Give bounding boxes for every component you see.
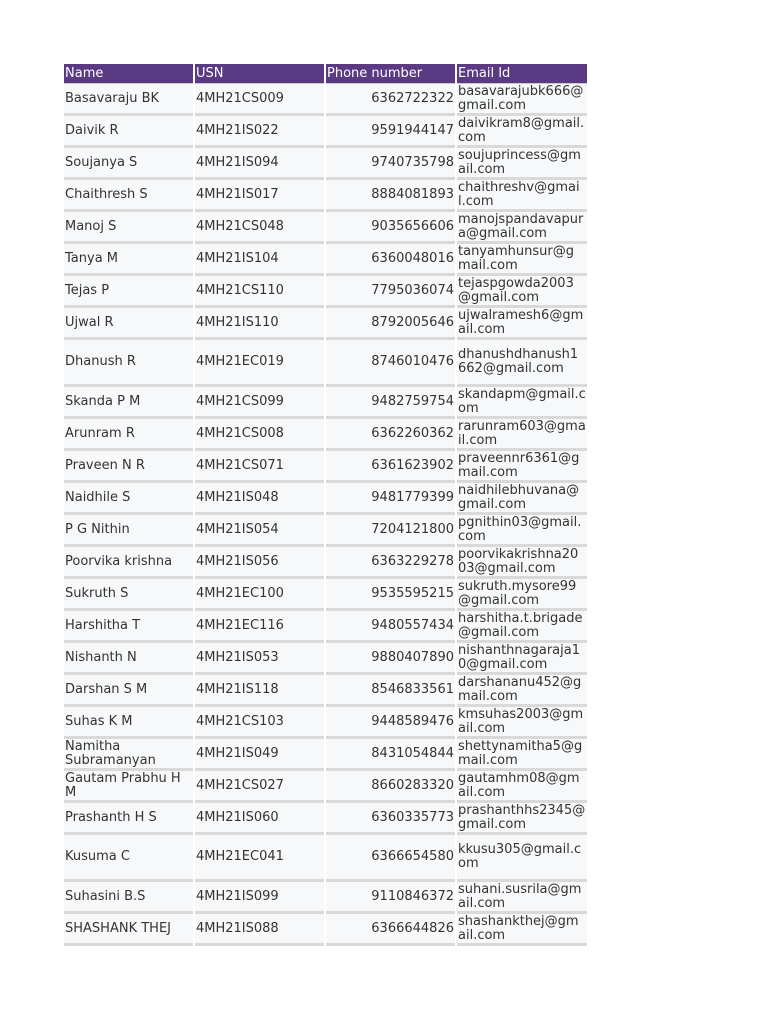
cell-name: Tanya M — [64, 244, 193, 276]
cell-name: Nishanth N — [64, 643, 193, 675]
cell-name: Darshan S M — [64, 675, 193, 707]
cell-email: harshitha.t.brigade@gmail.com — [457, 611, 587, 643]
cell-email: chaithreshv@gmail.com — [457, 180, 587, 212]
cell-name: Soujanya S — [64, 148, 193, 180]
table-row — [64, 483, 587, 515]
cell-usn: 4MH21IS060 — [195, 803, 324, 835]
header-usn: USN — [195, 64, 324, 84]
cell-phone: 6361623902 — [326, 451, 455, 483]
cell-email: soujuprincess@gmail.com — [457, 148, 587, 180]
cell-phone: 8431054844 — [326, 739, 455, 771]
cell-phone: 9480557434 — [326, 611, 455, 643]
cell-name: Prashanth H S — [64, 803, 193, 835]
header-email: Email Id — [457, 64, 587, 84]
cell-name: Basavaraju BK — [64, 84, 193, 116]
cell-phone: 7204121800 — [326, 515, 455, 547]
cell-phone: 9448589476 — [326, 707, 455, 739]
cell-phone: 6360048016 — [326, 244, 455, 276]
table-row — [64, 739, 587, 771]
cell-usn: 4MH21CS103 — [195, 707, 324, 739]
cell-email: shettynamitha5@gmail.com — [457, 739, 587, 771]
cell-phone: 9740735798 — [326, 148, 455, 180]
cell-phone: 8884081893 — [326, 180, 455, 212]
cell-phone: 9535595215 — [326, 579, 455, 611]
table-row — [64, 244, 587, 276]
table-row — [64, 84, 587, 116]
cell-phone: 7795036074 — [326, 276, 455, 308]
cell-usn: 4MH21IS094 — [195, 148, 324, 180]
cell-phone: 6362722322 — [326, 84, 455, 116]
cell-phone: 9482759754 — [326, 387, 455, 419]
table-row — [64, 835, 587, 882]
cell-name: Suhasini B.S — [64, 882, 193, 914]
table-row — [64, 276, 587, 308]
cell-usn: 4MH21CS009 — [195, 84, 324, 116]
header-phone: Phone number — [326, 64, 455, 84]
table-row — [64, 308, 587, 340]
cell-phone: 6366644826 — [326, 914, 455, 946]
table-row — [64, 643, 587, 675]
cell-email: ujwalramesh6@gmail.com — [457, 308, 587, 340]
cell-email: prashanthhs2345@gmail.com — [457, 803, 587, 835]
cell-email: rarunram603@gmail.com — [457, 419, 587, 451]
cell-name: Suhas K M — [64, 707, 193, 739]
cell-email: pgnithin03@gmail.com — [457, 515, 587, 547]
cell-name: P G Nithin — [64, 515, 193, 547]
cell-usn: 4MH21EC041 — [195, 835, 324, 882]
cell-usn: 4MH21EC019 — [195, 340, 324, 387]
cell-phone: 9481779399 — [326, 483, 455, 515]
cell-usn: 4MH21CS027 — [195, 771, 324, 803]
cell-usn: 4MH21IS048 — [195, 483, 324, 515]
table-row — [64, 771, 587, 803]
table-row — [64, 707, 587, 739]
cell-usn: 4MH21IS053 — [195, 643, 324, 675]
cell-usn: 4MH21IS118 — [195, 675, 324, 707]
table-row — [64, 387, 587, 419]
table-body — [64, 84, 587, 946]
cell-usn: 4MH21CS048 — [195, 212, 324, 244]
cell-email: kmsuhas2003@gmail.com — [457, 707, 587, 739]
cell-usn: 4MH21CS099 — [195, 387, 324, 419]
table-row — [64, 803, 587, 835]
cell-phone: 8792005646 — [326, 308, 455, 340]
table-row — [64, 180, 587, 212]
cell-phone: 6360335773 — [326, 803, 455, 835]
cell-email: dhanushdhanush1662@gmail.com — [457, 340, 587, 387]
cell-phone: 9110846372 — [326, 882, 455, 914]
cell-name: Kusuma C — [64, 835, 193, 882]
cell-email: naidhilebhuvana@gmail.com — [457, 483, 587, 515]
cell-name: Skanda P M — [64, 387, 193, 419]
cell-email: kkusu305@gmail.com — [457, 835, 587, 882]
cell-usn: 4MH21IS049 — [195, 739, 324, 771]
cell-phone: 9591944147 — [326, 116, 455, 148]
cell-phone: 6362260362 — [326, 419, 455, 451]
cell-email: suhani.susrila@gmail.com — [457, 882, 587, 914]
table-row — [64, 547, 587, 579]
cell-usn: 4MH21CS110 — [195, 276, 324, 308]
table-row — [64, 914, 587, 946]
cell-phone: 8746010476 — [326, 340, 455, 387]
cell-usn: 4MH21IS104 — [195, 244, 324, 276]
cell-name: Manoj S — [64, 212, 193, 244]
cell-name: Gautam Prabhu H M — [64, 771, 193, 803]
cell-email: tanyamhunsur@gmail.com — [457, 244, 587, 276]
header-name: Name — [64, 64, 193, 84]
cell-usn: 4MH21CS008 — [195, 419, 324, 451]
cell-usn: 4MH21IS054 — [195, 515, 324, 547]
table-row — [64, 675, 587, 707]
table-header — [64, 64, 587, 84]
cell-name: Tejas P — [64, 276, 193, 308]
cell-email: sukruth.mysore99@gmail.com — [457, 579, 587, 611]
cell-usn: 4MH21IS088 — [195, 914, 324, 946]
cell-phone: 8546833561 — [326, 675, 455, 707]
cell-usn: 4MH21IS056 — [195, 547, 324, 579]
table-row — [64, 579, 587, 611]
cell-name: Poorvika krishna — [64, 547, 193, 579]
student-contact-sheet — [64, 64, 589, 946]
table-row — [64, 340, 587, 387]
cell-name: Praveen N R — [64, 451, 193, 483]
table-row — [64, 611, 587, 643]
table-row — [64, 212, 587, 244]
cell-name: Harshitha T — [64, 611, 193, 643]
cell-email: tejaspgowda2003@gmail.com — [457, 276, 587, 308]
cell-name: SHASHANK THEJ — [64, 914, 193, 946]
table-row — [64, 116, 587, 148]
cell-usn: 4MH21EC116 — [195, 611, 324, 643]
cell-phone: 9880407890 — [326, 643, 455, 675]
contact-table — [62, 64, 589, 946]
cell-email: manojspandavapura@gmail.com — [457, 212, 587, 244]
cell-phone: 6363229278 — [326, 547, 455, 579]
table-row — [64, 451, 587, 483]
cell-name: Dhanush R — [64, 340, 193, 387]
cell-name: Naidhile S — [64, 483, 193, 515]
cell-email: skandapm@gmail.com — [457, 387, 587, 419]
cell-phone: 6366654580 — [326, 835, 455, 882]
cell-email: basavarajubk666@gmail.com — [457, 84, 587, 116]
cell-name: Ujwal R — [64, 308, 193, 340]
cell-usn: 4MH21EC100 — [195, 579, 324, 611]
cell-email: darshananu452@gmail.com — [457, 675, 587, 707]
cell-usn: 4MH21IS022 — [195, 116, 324, 148]
cell-phone: 9035656606 — [326, 212, 455, 244]
cell-email: praveennr6361@gmail.com — [457, 451, 587, 483]
cell-usn: 4MH21IS017 — [195, 180, 324, 212]
cell-name: Chaithresh S — [64, 180, 193, 212]
cell-name: Daivik R — [64, 116, 193, 148]
table-row — [64, 419, 587, 451]
cell-name: Sukruth S — [64, 579, 193, 611]
cell-email: poorvikakrishna2003@gmail.com — [457, 547, 587, 579]
header-row — [64, 64, 587, 84]
cell-email: gautamhm08@gmail.com — [457, 771, 587, 803]
table-row — [64, 148, 587, 180]
cell-usn: 4MH21IS099 — [195, 882, 324, 914]
cell-email: nishanthnagaraja10@gmail.com — [457, 643, 587, 675]
cell-usn: 4MH21CS071 — [195, 451, 324, 483]
cell-email: shashankthej@gmail.com — [457, 914, 587, 946]
cell-email: daivikram8@gmail.com — [457, 116, 587, 148]
cell-name: Arunram R — [64, 419, 193, 451]
cell-phone: 8660283320 — [326, 771, 455, 803]
table-row — [64, 882, 587, 914]
cell-name: Namitha Subramanyan — [64, 739, 193, 771]
table-row — [64, 515, 587, 547]
cell-usn: 4MH21IS110 — [195, 308, 324, 340]
